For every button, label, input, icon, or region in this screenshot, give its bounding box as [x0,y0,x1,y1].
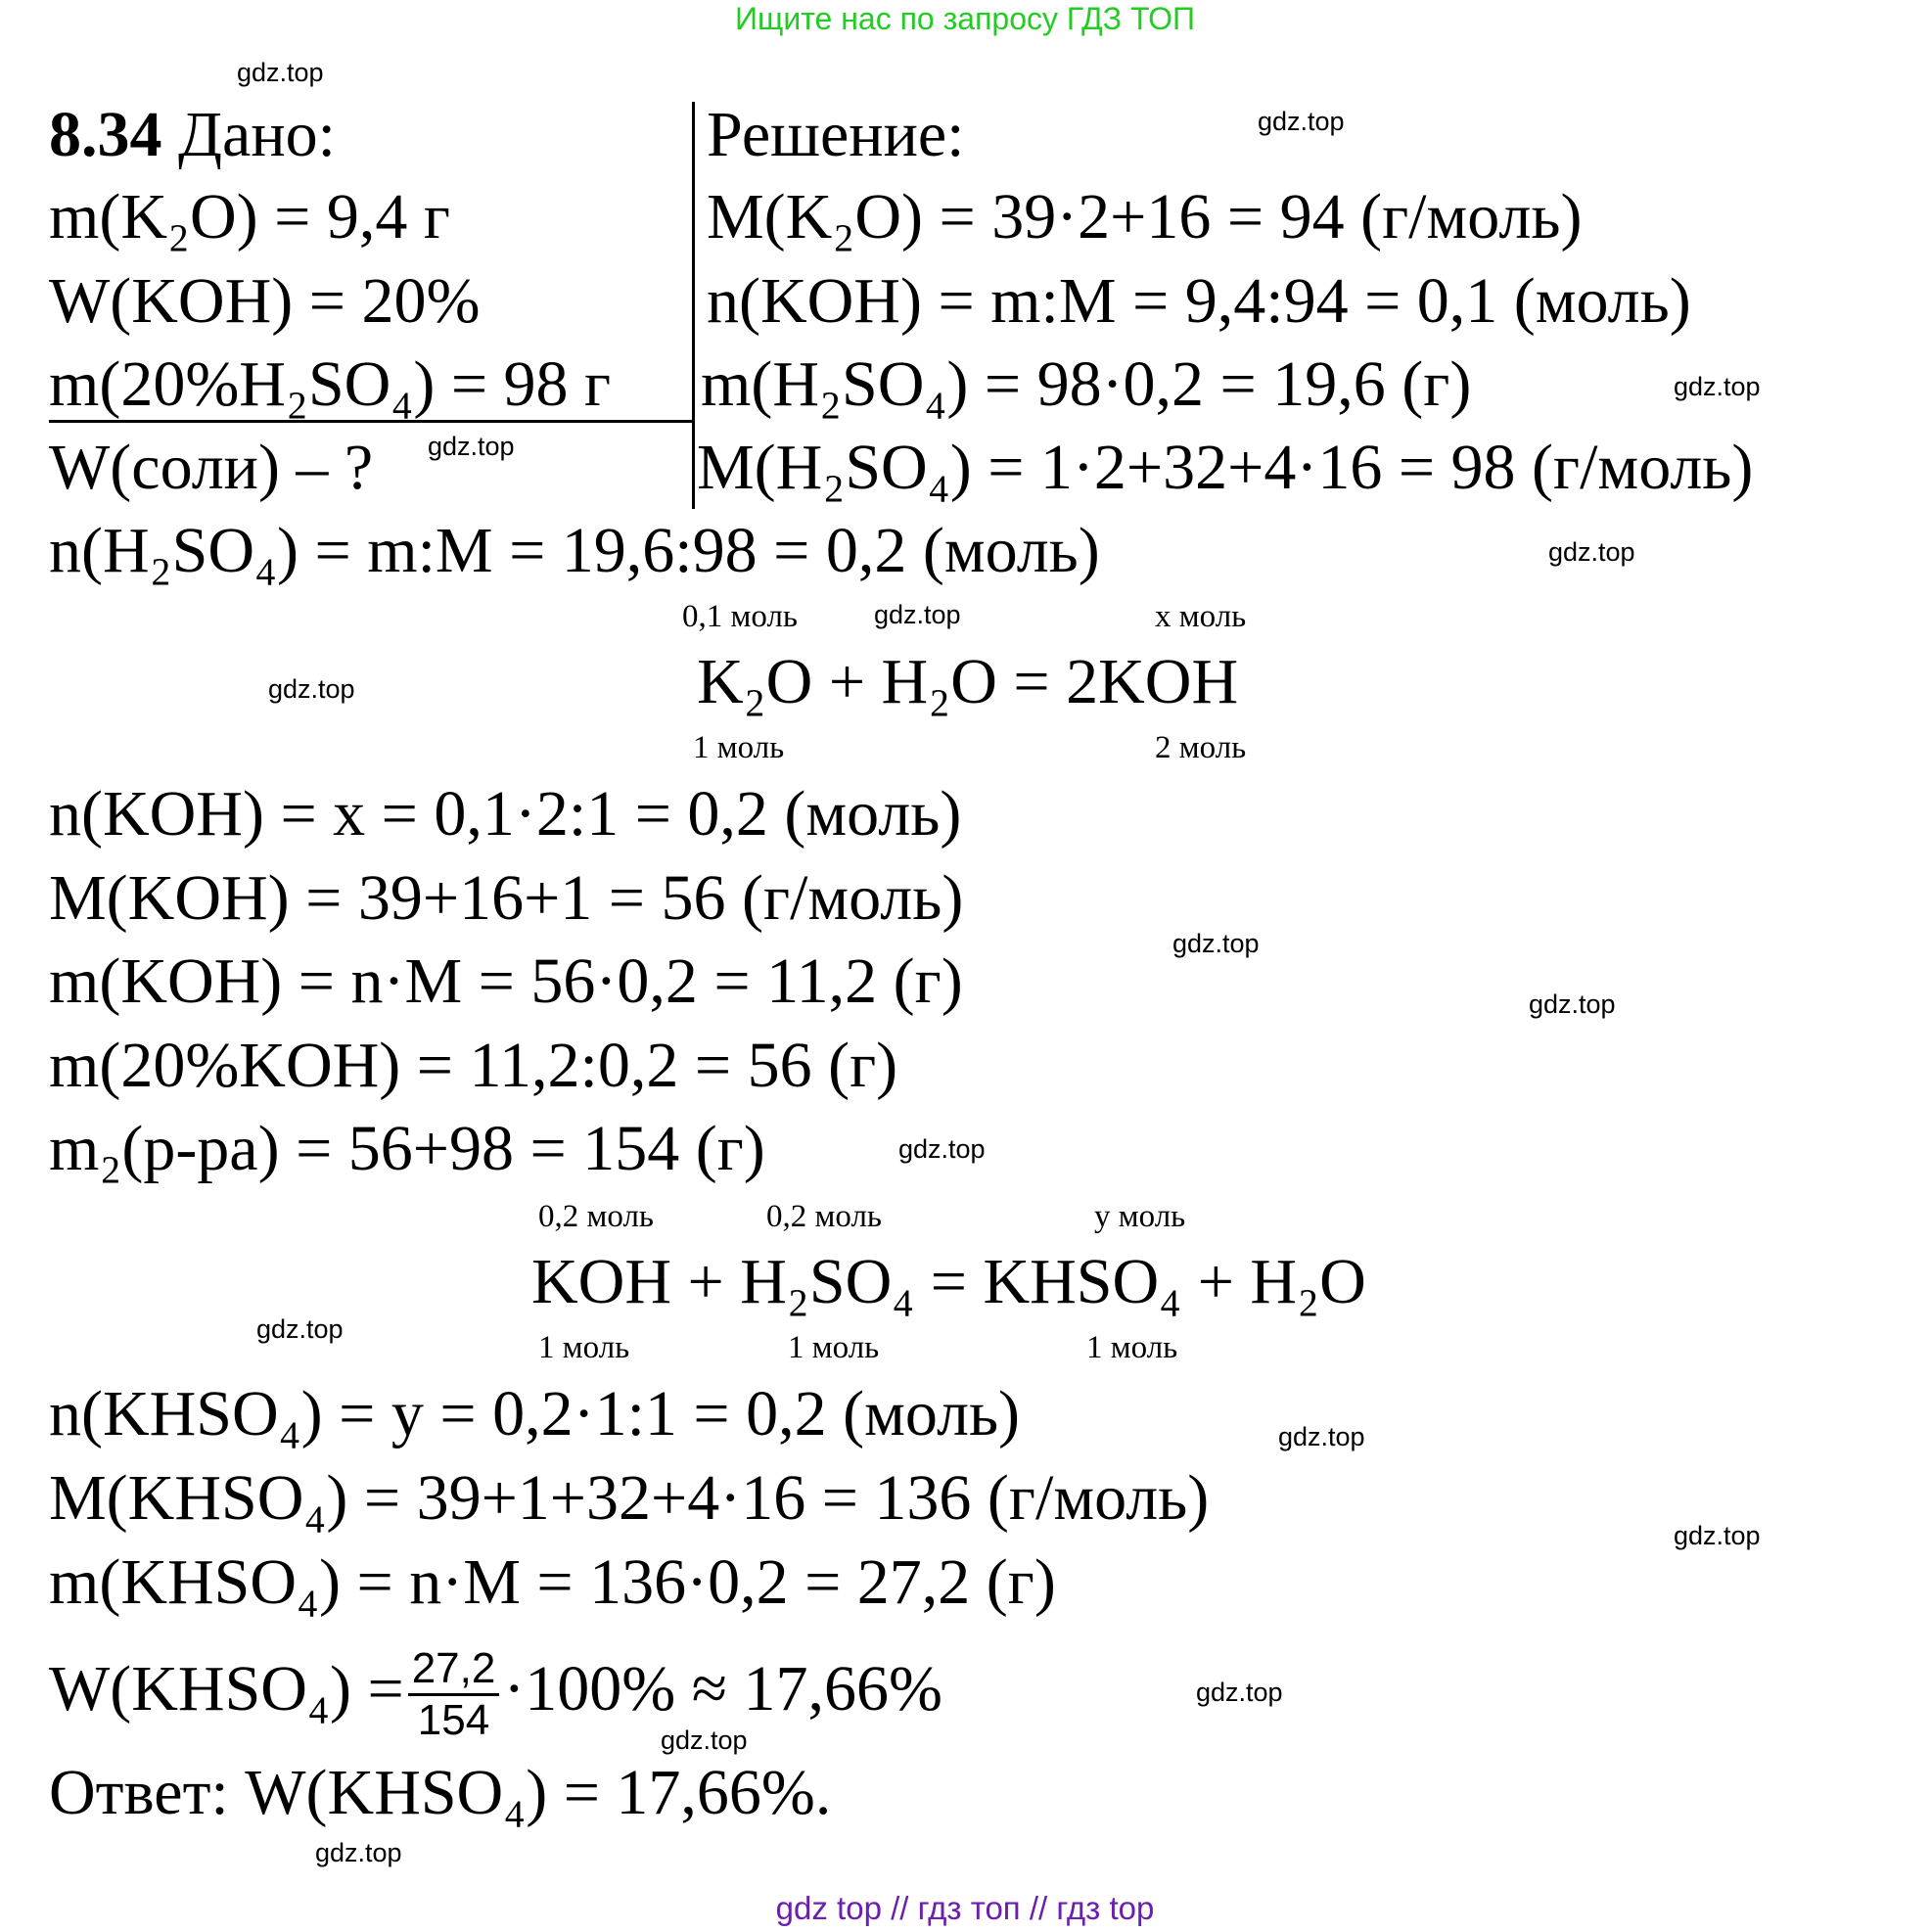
calc-line: n(KOH) = х = 0,1·2:1 = 0,2 (моль) [49,778,962,850]
fraction-denominator: 154 [417,1696,490,1745]
watermark: gdz.top [1674,372,1761,401]
given-divider-horizontal [49,420,695,423]
given-line: m(K₂O) = 9,4 г [49,181,450,253]
mass-fraction-line [49,1636,942,1745]
watermark: gdz.top [256,1314,344,1344]
watermark: gdz.top [1258,107,1345,136]
watermark: gdz.top [874,600,961,629]
reaction1-below-right: 2 моль [1155,730,1247,765]
footer-links[interactable]: gdz top // гдз топ // гдз top [775,1890,1155,1926]
calc-line: n(KHSO₄) = у = 0,2·1:1 = 0,2 (моль) [49,1378,1021,1449]
watermark: gdz.top [661,1725,748,1755]
calc-line: m₂(р-ра) = 56+98 = 154 (г) [49,1113,765,1184]
reaction2-below-3: 1 моль [1086,1330,1178,1365]
watermark: gdz.top [1529,989,1616,1019]
reaction2-above-3: у моль [1094,1199,1186,1234]
mass-fraction-right: ·100% ≈ 17,66% [503,1653,942,1725]
calc-line: m(KOH) = n·M = 56·0,2 = 11,2 (г) [49,945,963,1017]
solution-line: m(H₂SO₄) = 98·0,2 = 19,6 (г) [701,348,1472,420]
site-banner[interactable]: Ищите нас по запросу ГДЗ ТОП [735,1,1195,36]
mass-fraction-left: W(KHSO₄) = [49,1653,404,1725]
reaction1-equation: K₂O + H₂O = 2KOH [697,646,1239,717]
watermark: gdz.top [1172,929,1260,958]
problem-heading [49,96,336,174]
fraction [408,1644,500,1745]
reaction2-above-1: 0,2 моль [538,1199,654,1234]
reaction1-above-right: х моль [1155,599,1247,634]
watermark: gdz.top [1674,1521,1761,1550]
reaction2-below-1: 1 моль [538,1330,630,1365]
watermark: gdz.top [1196,1678,1283,1707]
calc-line: m(KHSO₄) = n·M = 136·0,2 = 27,2 (г) [49,1546,1056,1618]
calc-line: M(KHSO₄) = 39+1+32+4·16 = 136 (г/моль) [49,1462,1210,1534]
calc-line: n(H₂SO₄) = m:M = 19,6:98 = 0,2 (моль) [49,515,1100,586]
watermark: gdz.top [315,1838,402,1867]
watermark: gdz.top [237,58,324,87]
problem-number: 8.34 [49,99,162,170]
solution-line: M(K₂O) = 39·2+16 = 94 (г/моль) [707,181,1583,253]
reaction2-below-2: 1 моль [788,1330,880,1365]
watermark: gdz.top [428,432,515,461]
watermark: gdz.top [1278,1422,1365,1451]
fraction-numerator: 27,2 [408,1644,500,1696]
reaction1-below-left: 1 моль [693,730,785,765]
reaction1-above-left: 0,1 моль [682,599,798,634]
unknown-line: W(соли) – ? [49,432,374,503]
watermark: gdz.top [268,674,355,704]
calc-line: M(KOH) = 39+16+1 = 56 (г/моль) [49,862,964,934]
given-line: W(KOH) = 20% [49,265,481,337]
answer-line: Ответ: W(KHSO₄) = 17,66%. [49,1757,832,1828]
calc-line: m(20%KOH) = 11,2:0,2 = 56 (г) [49,1030,898,1101]
given-divider-vertical [692,102,695,509]
watermark: gdz.top [898,1134,986,1164]
reaction2-above-2: 0,2 моль [766,1199,882,1234]
given-line: m(20%H₂SO₄) = 98 г [49,348,612,420]
reaction2-equation: KOH + H₂SO₄ = KHSO₄ + H₂O [531,1246,1366,1317]
solution-line: M(H₂SO₄) = 1·2+32+4·16 = 98 (г/моль) [697,432,1754,503]
watermark: gdz.top [1548,537,1635,567]
given-label: Дано: [178,99,336,170]
solution-line: n(KOH) = m:M = 9,4:94 = 0,1 (моль) [707,265,1691,337]
solution-label: Решение: [707,99,965,170]
